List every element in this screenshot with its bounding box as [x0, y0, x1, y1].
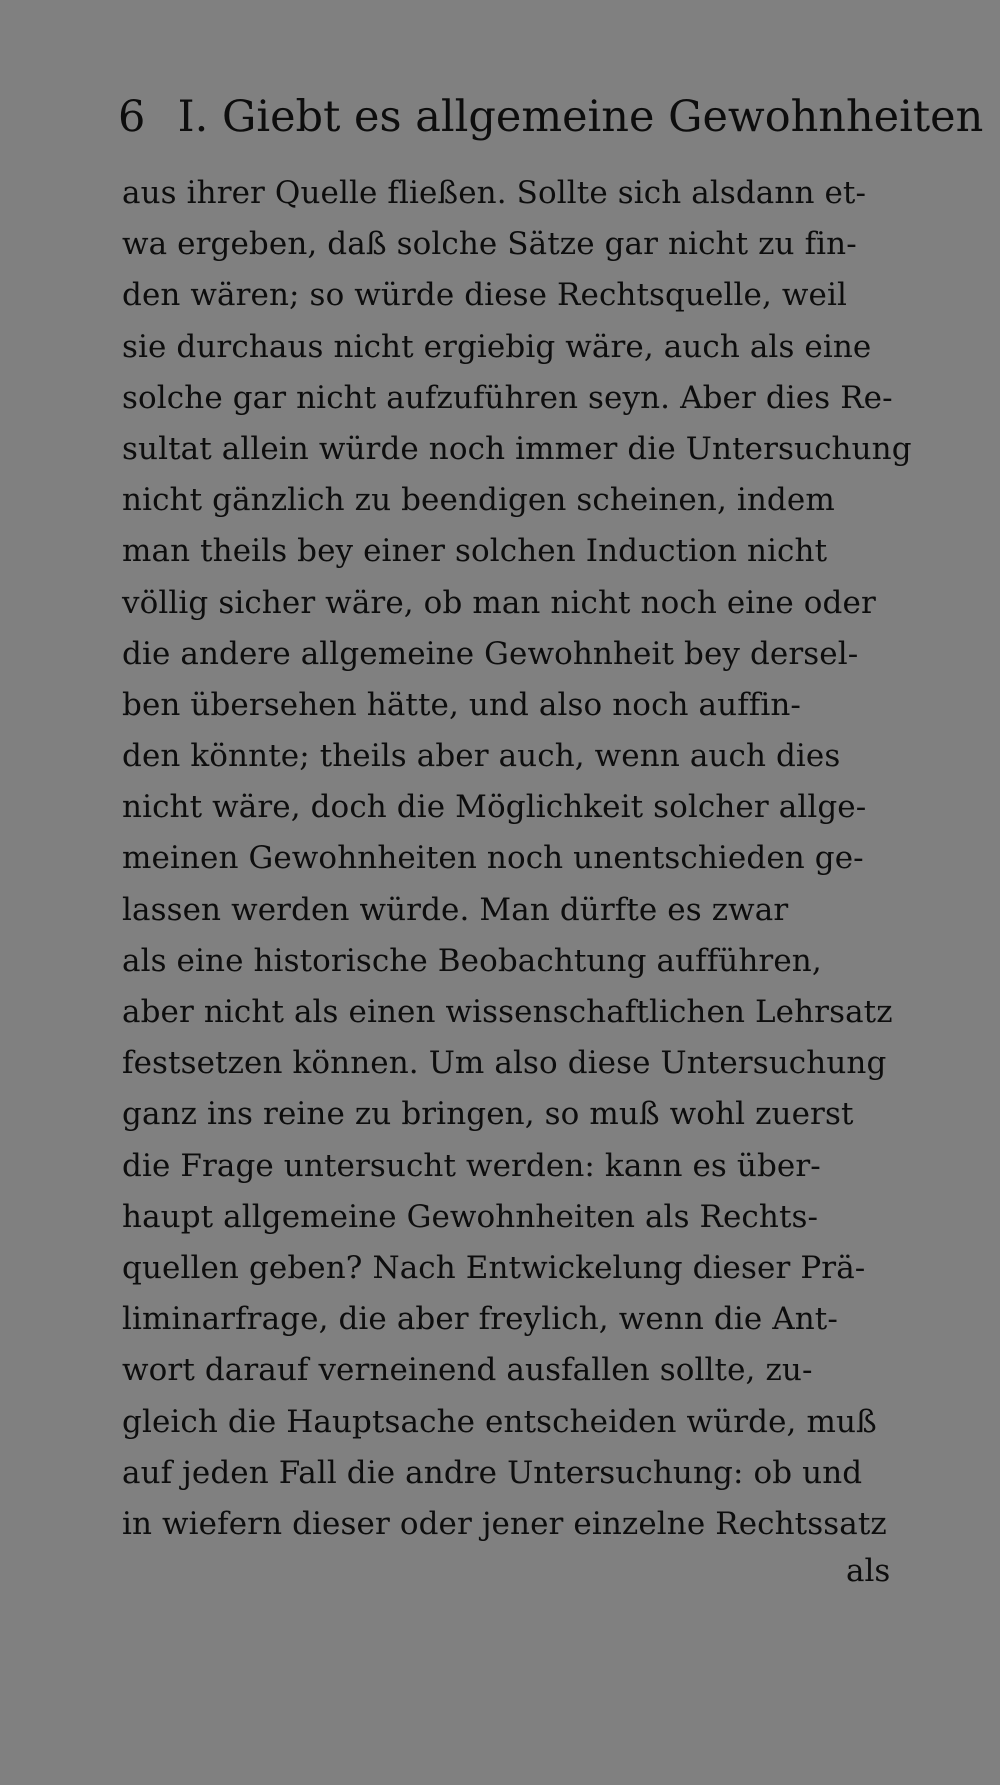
text-line: liminarfrage, die aber freylich, wenn die Ant-: [122, 1301, 838, 1338]
text-line: die Frage untersucht werden: kann es über-: [122, 1147, 821, 1184]
text-line: haupt allgemeine Gewohnheiten als Rechts-: [122, 1198, 819, 1235]
text-line: aber nicht als einen wissenschaftlichen Lehrsatz: [122, 994, 893, 1030]
page-header: [118, 82, 984, 152]
text-line: quellen geben? Nach Entwickelung dieser Prä-: [122, 1249, 866, 1286]
text-line: ben übersehen hätte, und also noch auffin-: [122, 686, 801, 723]
text-line: in wiefern dieser oder jener einzelne Rechtssatz: [122, 1505, 887, 1542]
text-line: sultat allein würde noch immer die Untersuchung: [122, 430, 912, 467]
body-text: [122, 168, 912, 1550]
catchword: als: [846, 1553, 891, 1589]
running-title: I. Giebt es allgemeine Gewohnheiten: [177, 92, 984, 142]
text-line: völlig sicher wäre, ob man nicht noch eine oder: [122, 584, 876, 621]
text-line: wa ergeben, daß solche Sätze gar nicht zu fin-: [122, 226, 857, 263]
text-line: den könnte; theils aber auch, wenn auch dies: [122, 738, 841, 775]
text-line: ganz ins reine zu bringen, so muß wohl zuerst: [122, 1096, 854, 1133]
text-line: solche gar nicht aufzuführen seyn. Aber dies Re-: [122, 379, 893, 416]
text-line: auf jeden Fall die andre Untersuchung: ob und: [122, 1454, 863, 1491]
text-line: nicht gänzlich zu beendigen scheinen, indem: [122, 482, 835, 519]
text-line: die andere allgemeine Gewohnheit bey dersel-: [122, 635, 859, 672]
text-line: als eine historische Beobachtung aufführen,: [122, 942, 822, 979]
text-line: den wären; so würde diese Rechtsquelle, weil: [122, 277, 847, 314]
text-line: festsetzen können. Um also diese Untersuchung: [122, 1045, 887, 1082]
text-line: lassen werden würde. Man dürfte es zwar: [122, 891, 789, 928]
text-line: aus ihrer Quelle fließen. Sollte sich alsdann et-: [122, 175, 867, 211]
text-line: sie durchaus nicht ergiebig wäre, auch als eine: [122, 328, 872, 365]
text-line: man theils bey einer solchen Induction nicht: [122, 533, 828, 570]
text-line: wort darauf verneinend ausfallen sollte, zu-: [122, 1352, 813, 1389]
text-line: gleich die Hauptsache entscheiden würde, muß: [122, 1403, 877, 1440]
text-line: meinen Gewohnheiten noch unentschieden ge-: [122, 840, 864, 877]
page-number: 6: [118, 92, 146, 142]
text-line: nicht wäre, doch die Möglichkeit solcher allge-: [122, 789, 867, 826]
